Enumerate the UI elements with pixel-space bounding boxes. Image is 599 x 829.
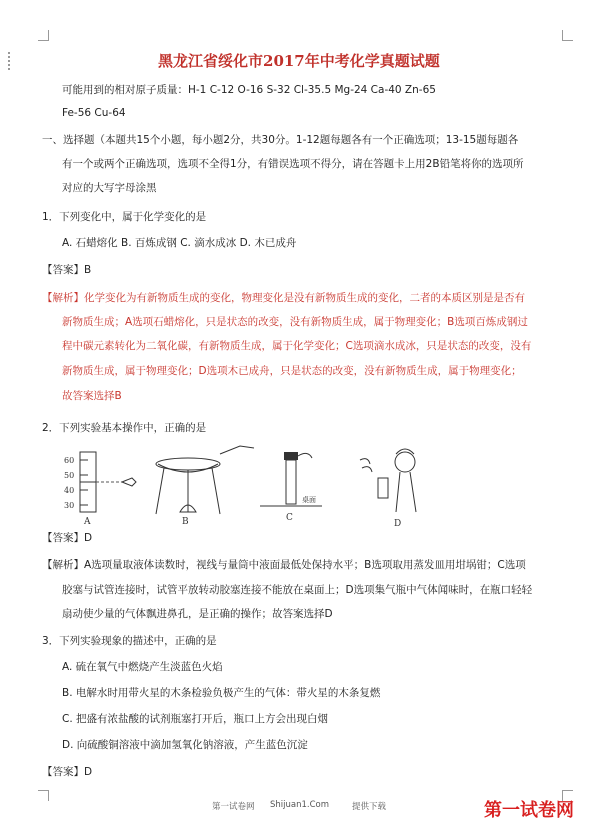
question-1-analysis-line-1: 【解析】化学变化为有新物质生成的变化，物理变化是没有新物质生成的变化，二者的本质区别是是否有	[42, 292, 525, 304]
figure-c-test-tube	[260, 452, 322, 523]
brand-logo-text: 第一试卷网	[484, 800, 574, 821]
figure-label-a: A	[84, 517, 91, 527]
question-3-stem: 3．下列实验现象的描述中，正确的是	[42, 635, 217, 647]
page-title: 黑龙江省绥化市2017年中考化学真题试题	[158, 52, 440, 70]
question-2-figure	[60, 440, 480, 530]
question-2-analysis-line-1: 【解析】A选项量取液体读数时，视线与量筒中液面最低处保持水平；B选项取用蒸发皿用坩埚钳；C选项	[42, 559, 526, 571]
atomic-masses-line-1: 可能用到的相对原子质量：H-1 C-12 O-16 S-32 Cl-35.5 Mg-24 Ca-40 Zn-65	[62, 84, 436, 96]
table-label: 桌面	[302, 496, 316, 504]
scale-label-50: 50	[64, 471, 75, 480]
question-3-option-b: B. 电解水时用带火星的木条检验负极产生的气体：带火星的木条复燃	[62, 687, 381, 699]
question-3-option-a: A. 硫在氧气中燃烧产生淡蓝色火焰	[62, 661, 223, 673]
question-2-analysis-line-2: 胶塞与试管连接时，试管平放转动胶塞连接不能放在桌面上；D选项集气瓶中气体闻味时，在瓶口轻轻	[62, 584, 533, 596]
question-2-analysis-line-3: 扇动使少量的气体飘进鼻孔，是正确的操作；故答案选择D	[62, 608, 333, 620]
question-3-option-d: D. 向硫酸铜溶液中滴加氢氧化钠溶液，产生蓝色沉淀	[62, 739, 308, 751]
footer-site-name: 第一试卷网	[212, 802, 255, 812]
question-2-answer: 【答案】D	[42, 532, 93, 544]
question-2-stem: 2．下列实验基本操作中，正确的是	[42, 422, 207, 434]
question-3-answer: 【答案】D	[42, 766, 93, 778]
corner-mark-bottom-left	[38, 790, 49, 801]
scale-label-60: 60	[64, 456, 75, 465]
drag-handle-dots[interactable]	[8, 50, 10, 72]
scale-label-40: 40	[64, 486, 75, 495]
question-1-stem: 1．下列变化中，属于化学变化的是	[42, 211, 207, 223]
question-1-analysis-line-2: 新物质生成；A选项石蜡熔化，只是状态的改变，没有新物质生成，属于物理变化；B选项百炼成钢过	[62, 316, 528, 328]
corner-mark-top-right	[562, 30, 573, 41]
section-heading-line-2: 有一个或两个正确选项，选项不全得1分，有错误选项不得分，请在答题卡上用2B铅笔将你的选项所	[62, 158, 524, 170]
section-heading-line-3: 对应的大写字母涂黑	[62, 182, 157, 194]
question-1-analysis-line-4: 新物质生成，属于物理变化；D选项木已成舟，只是状态的改变，没有新物质生成，属于物理变化；	[62, 365, 522, 377]
corner-mark-top-left	[38, 30, 49, 41]
figure-d-smelling-gas	[360, 449, 416, 529]
question-1-analysis-line-3: 程中碳元素转化为二氧化碳，有新物质生成，属于化学变化；C选项滴水成冰，只是状态的改变，没有	[62, 340, 532, 352]
atomic-masses-line-2: Fe-56 Cu-64	[62, 107, 126, 119]
figure-a-graduated-cylinder	[64, 452, 136, 527]
figure-label-c: C	[286, 513, 293, 523]
footer-site-url[interactable]: Shijuan1.Com	[270, 800, 330, 810]
figure-label-d: D	[394, 519, 402, 529]
figure-label-b: B	[182, 517, 189, 527]
scale-label-30: 30	[64, 501, 75, 510]
section-heading-line-1: 一、选择题（本题共15个小题，每小题2分，共30分。1-12题每题各有一个正确选项；13-15题每题各	[42, 134, 519, 146]
question-1-options: A. 石蜡熔化 B. 百炼成钢 C. 滴水成冰 D. 木已成舟	[62, 237, 297, 249]
footer-download-note: 提供下载	[352, 802, 387, 812]
question-1-answer: 【答案】B	[42, 264, 92, 276]
question-3-option-c: C. 把盛有浓盐酸的试剂瓶塞打开后，瓶口上方会出现白烟	[62, 713, 329, 725]
figure-b-evaporating-dish	[156, 446, 254, 527]
question-1-analysis-line-5: 故答案选择B	[62, 390, 122, 402]
